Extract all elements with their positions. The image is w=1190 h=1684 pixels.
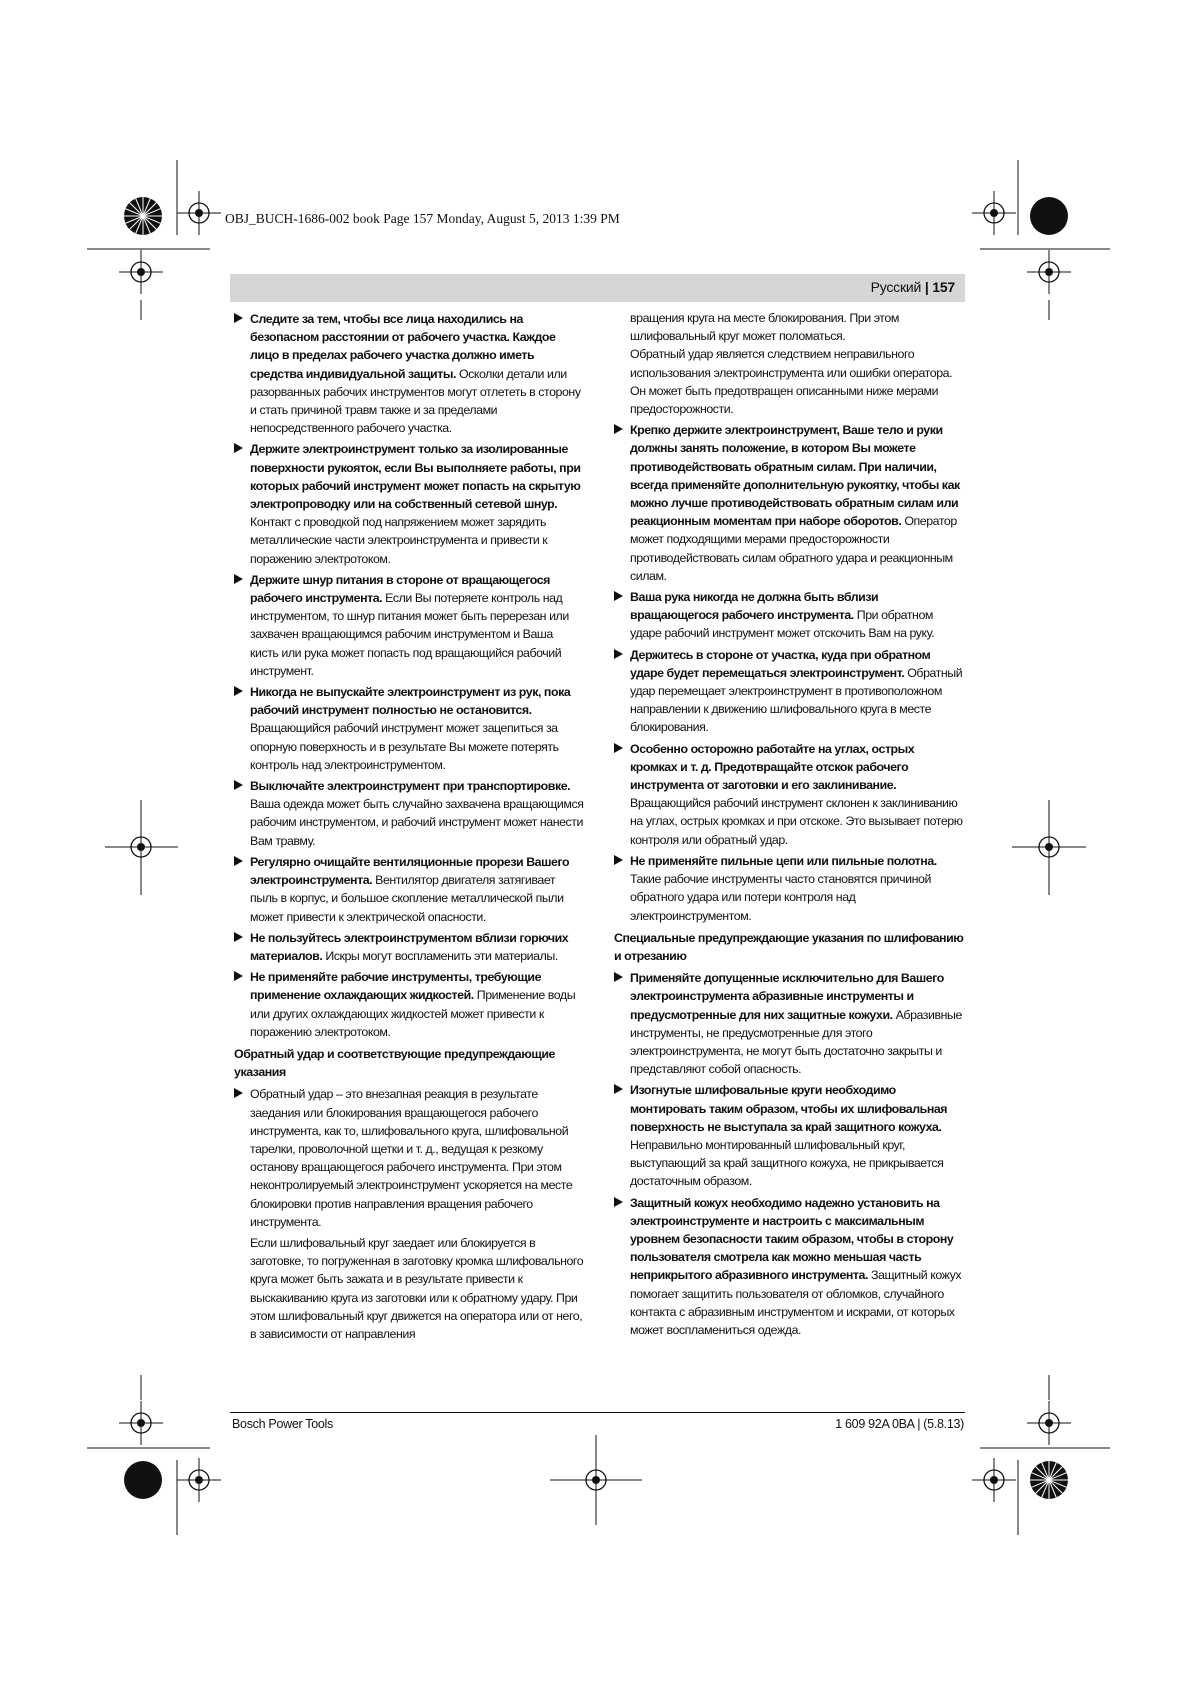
bullet-arrow-icon [614,740,623,758]
bullet-bold-text: Держите электроинструмент только за изолированные поверхности рукояток, если Вы выполняете работы, при которых рабочий инструмент может попасть на скрытую электропроводку или на собственный сетевой шнур. [250,442,581,512]
bullet-arrow-icon [234,777,243,795]
bullet-arrow-icon [614,421,623,439]
bullet-bold-text: Ваша рука никогда не должна быть вблизи вращающегося рабочего инструмента. [630,590,879,623]
bullet-bold-text: Особенно осторожно работайте на углах, острых кромках и т. д. Предотвращайте отскок рабочего инструмента от заготовки и его заклинивание. [630,741,915,793]
bullet-body-text: Абразивные инструменты, не предусмотренные для этого электроинструмента, не могут быть достаточно закрыты и представляют собой опасность. [630,1007,962,1077]
bullet-body-text: Защитный кожух помогает защитить пользователя от обломков, случайного контакта с абразивным инструментом и искрами, от которых может воспламениться одежда. [630,1268,962,1337]
bullet-arrow-icon [234,310,243,328]
safety-bullet-item [234,571,584,680]
safety-bullet-item [234,853,584,926]
bullet-arrow-icon [614,646,623,664]
book-page-info: OBJ_BUCH-1686-002 book Page 157 Monday, August 5, 2013 1:39 PM [225,211,620,226]
bullet-arrow-icon [614,588,623,606]
registration-target-right-upper [1027,250,1071,294]
registration-target-left-upper [119,250,163,294]
registration-target-top-right [972,191,1016,235]
safety-bullet-item [614,646,964,737]
safety-bullet-item [614,1194,964,1340]
bullet-body-text: Контакт с проводкой под напряжением может зарядить металлические части электроинструмента и привести к поражению электротоком. [250,515,548,566]
registration-target-bottom-left [177,1458,221,1502]
bullet-bold-text: Не применяйте рабочие инструменты, требующие применение охлаждающих жидкостей. [250,970,542,1003]
bullet-bold-text: Регулярно очищайте вентиляционные прорези Вашего электроинструмента. [250,854,570,888]
footer-divider [230,1412,965,1413]
bullet-body-text: При обратном ударе рабочий инструмент может отскочить Вам на руку. [630,608,935,641]
continuation-paragraph-1: вращения круга на месте блокирования. При этом шлифовальный круг может поломаться. [630,311,899,344]
bullet-body-text: Осколки детали или разорванных рабочих инструментов могут отлететь в сторону и стать причиной травм также и за пределами непосредственного рабочего участка. [250,366,581,436]
safety-bullet-item [614,969,964,1078]
language-label: Русский [870,279,922,295]
bullet-arrow-icon [234,1085,243,1103]
right-column [614,310,964,1342]
starburst-mark-top-left [124,197,162,235]
language-page-label [871,279,955,295]
safety-bullet-item [614,852,964,925]
safety-bullet-item [234,929,584,965]
bullet-bold-text: Выключайте электроинструмент при транспортировке. [250,779,571,794]
left-column [234,310,584,1343]
bullet-arrow-icon [614,1194,623,1212]
bullet-body-text: Вентилятор двигателя затягивает пыль в корпус, и большое скопление металлической пыли может привести к электрической опасности. [250,873,564,924]
bullet-body-text: Вращающийся рабочий инструмент склонен к заклиниванию на углах, острых кромках и при отскоке. Это вызывает потерю контроля или обратный удар. [630,796,963,847]
footer-doc-code: 1 609 92A 0BA | (5.8.13) [835,1417,964,1431]
bullet-bold-text: Держите шнур питания в стороне от вращающегося рабочего инструмента. [250,572,550,606]
page-number: 157 [932,279,955,295]
bullet-body-text: Обратный удар перемещает электроинструмент в противоположном направлении к движению шлифовального круга в месте блокирования. [630,665,963,735]
bullet-bold-text: Защитный кожух необходимо надежно установить на электроинструменте и настроить с максимальным уровнем безопасности таким образом, чтобы в сторону пользователя смотрела как можно меньшая часть неприкрытого абразивного инструмента. [630,1195,954,1283]
bullet-body-text: Оператор может подходящими мерами предосторожности противодействовать силам обратного удара и реакционным силам. [630,514,957,583]
safety-bullet-item [234,310,584,437]
separator: | [921,279,933,295]
kickback-definition-text: Обратный удар – это внезапная реакция в результате заедания или блокирования вращающегося рабочего инструмента, как то, шлифовального круга, шлифовальной тарелки, проволочной щетки и т. д., ведущая к резкому останову вращающегося рабочего инструмента. При этом неконтролируемый электроинструмент ускоряется на месте блокировки против направления вращения рабочего инструмента. [250,1087,573,1229]
bullet-bold-text: Никогда не выпускайте электроинструмент из рук, пока рабочий инструмент полностью не остановится. [250,685,571,718]
bullet-bold-text: Держитесь в стороне от участка, куда при обратном ударе будет перемещаться электроинструмент. [630,647,931,680]
solid-mark-top-right [1030,197,1068,235]
section-heading-kickback: Обратный удар и соответствующие предупреждающие указания [234,1046,555,1080]
starburst-mark-bottom-right [1030,1461,1068,1499]
bullet-body-text: Ваша одежда может быть случайно захвачена вращающимся рабочим инструментом, и рабочий инструмент может нанести Вам травму. [250,797,584,848]
bullet-body-text: Неправильно монтированный шлифовальный круг, выступающий за край защитного кожуха, не прикрывается достаточным образом. [630,1137,944,1189]
bullet-arrow-icon [614,852,623,870]
language-page-bar [230,274,965,302]
bullet-bold-text: Не пользуйтесь электроинструментом вблизи горючих материалов. [250,930,569,963]
bullet-arrow-icon [614,1081,623,1099]
bullet-body-text: Если Вы потеряете контроль над инструментом, то шнур питания может быть перерезан или захвачен вращающимся рабочим инструментом и Ваша кисть или рука может попасть под вращающийся рабочий инструмент. [250,591,569,678]
safety-bullet-item [614,740,964,849]
bullet-bold-text: Изогнутые шлифовальные круги необходимо монтировать таким образом, чтобы их шлифовальная поверхность не выступала за край защитного кожуха. [630,1083,948,1134]
safety-bullet-item [614,421,964,585]
bullet-arrow-icon [614,969,623,987]
section-heading-grinding: Специальные предупреждающие указания по шлифованию и отрезанию [614,930,964,963]
registration-target-left-lower [119,1401,163,1445]
safety-bullet-item [614,1081,964,1190]
bullet-arrow-icon [234,571,243,589]
bullet-arrow-icon [234,683,243,701]
bullet-arrow-icon [234,929,243,947]
bullet-bold-text: Следите за тем, чтобы все лица находились на безопасном расстоянии от рабочего участка. Каждое лицо в пределах рабочего участка должно иметь средства индивидуальной защиты. [250,312,556,381]
continuation-paragraph-2: Обратный удар является следствием неправильного использования электроинструмента или ошибки оператора. Он может быть предотвращен описанными ниже мерами предосторожности. [630,347,953,417]
safety-bullet-item [614,588,964,643]
footer-brand: Bosch Power Tools [232,1417,333,1431]
bullet-body-text: Применение воды или других охлаждающих жидкостей может привести к поражению электротоком. [250,988,576,1039]
bullet-arrow-icon [234,853,243,871]
bullet-body-text: Такие рабочие инструменты часто становятся причиной обратного удара или потери контроля над электроинструментом. [630,872,931,923]
registration-target-right-lower [1027,1401,1071,1445]
bullet-body-text: Вращающийся рабочий инструмент может зацепиться за опорную поверхность и в результате Вы можете потерять контроль над электроинструментом. [250,721,559,772]
bullet-arrow-icon [234,968,243,986]
kickback-continuation: Если шлифовальный круг заедает или блокируется в заготовке, то погруженная в заготовку кромка шлифовального круга может быть зажата и в результате привести к выскакиванию круга из заготовки или к обратному удару. При этом шлифовальный круг движется на оператора или от него, в зависимости от направления [250,1235,584,1341]
kickback-definition-item [234,1085,584,1231]
safety-bullet-item [234,777,584,850]
solid-mark-bottom-left [124,1461,162,1499]
bullet-bold-text: Не применяйте пильные цепи или пильные полотна. [630,853,937,868]
safety-bullet-item [234,968,584,1041]
registration-target-bottom-right [972,1458,1016,1502]
bullet-bold-text: Применяйте допущенные исключительно для Вашего электроинструмента абразивные инструменты и предусмотренные для них защитные кожухи. [630,971,944,1022]
bullet-body-text: Искры могут воспламенить эти материалы. [322,948,558,963]
safety-bullet-item [234,440,584,567]
bullet-arrow-icon [234,440,243,458]
registration-target-top-left [177,191,221,235]
bullet-bold-text: Крепко держите электроинструмент, Ваше тело и руки должны занять положение, в котором Вы можете противодействовать обратным силам. При наличии, всегда применяйте дополнительную рукоятку, чтобы как можно лучше противодействовать обратным силам или реакционным моментам при наборе оборотов. [630,423,960,529]
safety-bullet-item [234,683,584,774]
